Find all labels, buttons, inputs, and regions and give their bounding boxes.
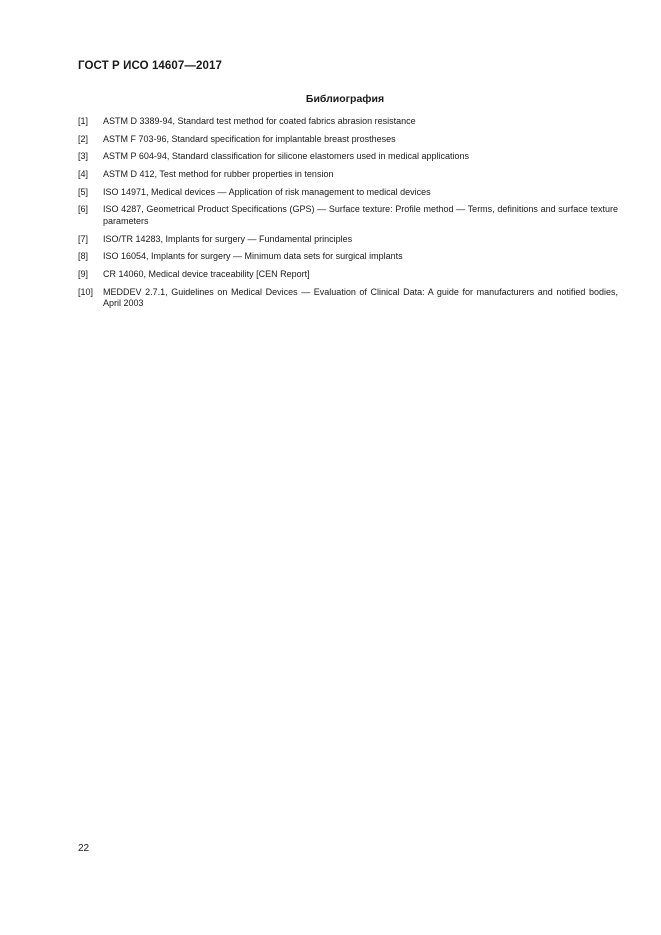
entry-number: [9] [78, 269, 89, 279]
bibliography-entry [78, 251, 618, 263]
bibliography-entry [78, 134, 618, 146]
entry-text: MEDDEV 2.7.1, Guidelines on Medical Devices — Evaluation of Clinical Data: A guide for manufacturers and notified bodies, April 2003 [103, 286, 618, 309]
entry-text: ASTM F 703-96, Standard specification for implantable breast prostheses [103, 133, 396, 144]
entry-number: [10] [78, 286, 94, 297]
bibliography-entry [78, 287, 618, 310]
page-number: 22 [78, 843, 90, 854]
entry-text: ISO 14971, Medical devices — Application of risk management to medical devices [103, 186, 431, 197]
entry-number: [8] [78, 251, 89, 262]
bibliography-entry [78, 151, 618, 163]
entry-text: ASTM D 3389-94, Standard test method for coated fabrics abrasion resistance [103, 116, 416, 126]
entry-number: [4] [78, 169, 89, 180]
bibliography-entry [78, 169, 618, 181]
entry-number: [7] [78, 233, 89, 244]
entry-number: [1] [78, 116, 89, 126]
entry-number: [2] [78, 133, 89, 144]
entry-text: ASTM P 604-94, Standard classification for silicone elastomers used in medical applications [103, 151, 470, 162]
bibliography-list [78, 116, 618, 316]
entry-text: ISO/TR 14283, Implants for surgery — Fundamental principles [103, 233, 353, 244]
bibliography-entry [78, 116, 618, 128]
entry-number: [5] [78, 186, 89, 197]
entry-number: [3] [78, 151, 89, 162]
bibliography-title: Библиография [305, 93, 385, 105]
bibliography-entry [78, 234, 618, 246]
bibliography-entry [78, 204, 618, 227]
entry-number: [6] [78, 204, 89, 215]
bibliography-entry [78, 269, 618, 281]
entry-text: CR 14060, Medical device traceability [CEN Report] [103, 269, 310, 279]
bibliography-entry [78, 187, 618, 199]
entry-text: ISO 4287, Geometrical Product Specifications (GPS) — Surface texture: Profile method — Terms, definitions and surface texture parameters [103, 204, 618, 226]
entry-text: ISO 16054, Implants for surgery — Minimum data sets for surgical implants [103, 251, 403, 262]
entry-text: ASTM D 412, Test method for rubber properties in tension [103, 169, 334, 180]
document-id-header: ГОСТ Р ИСО 14607—2017 [78, 60, 223, 72]
